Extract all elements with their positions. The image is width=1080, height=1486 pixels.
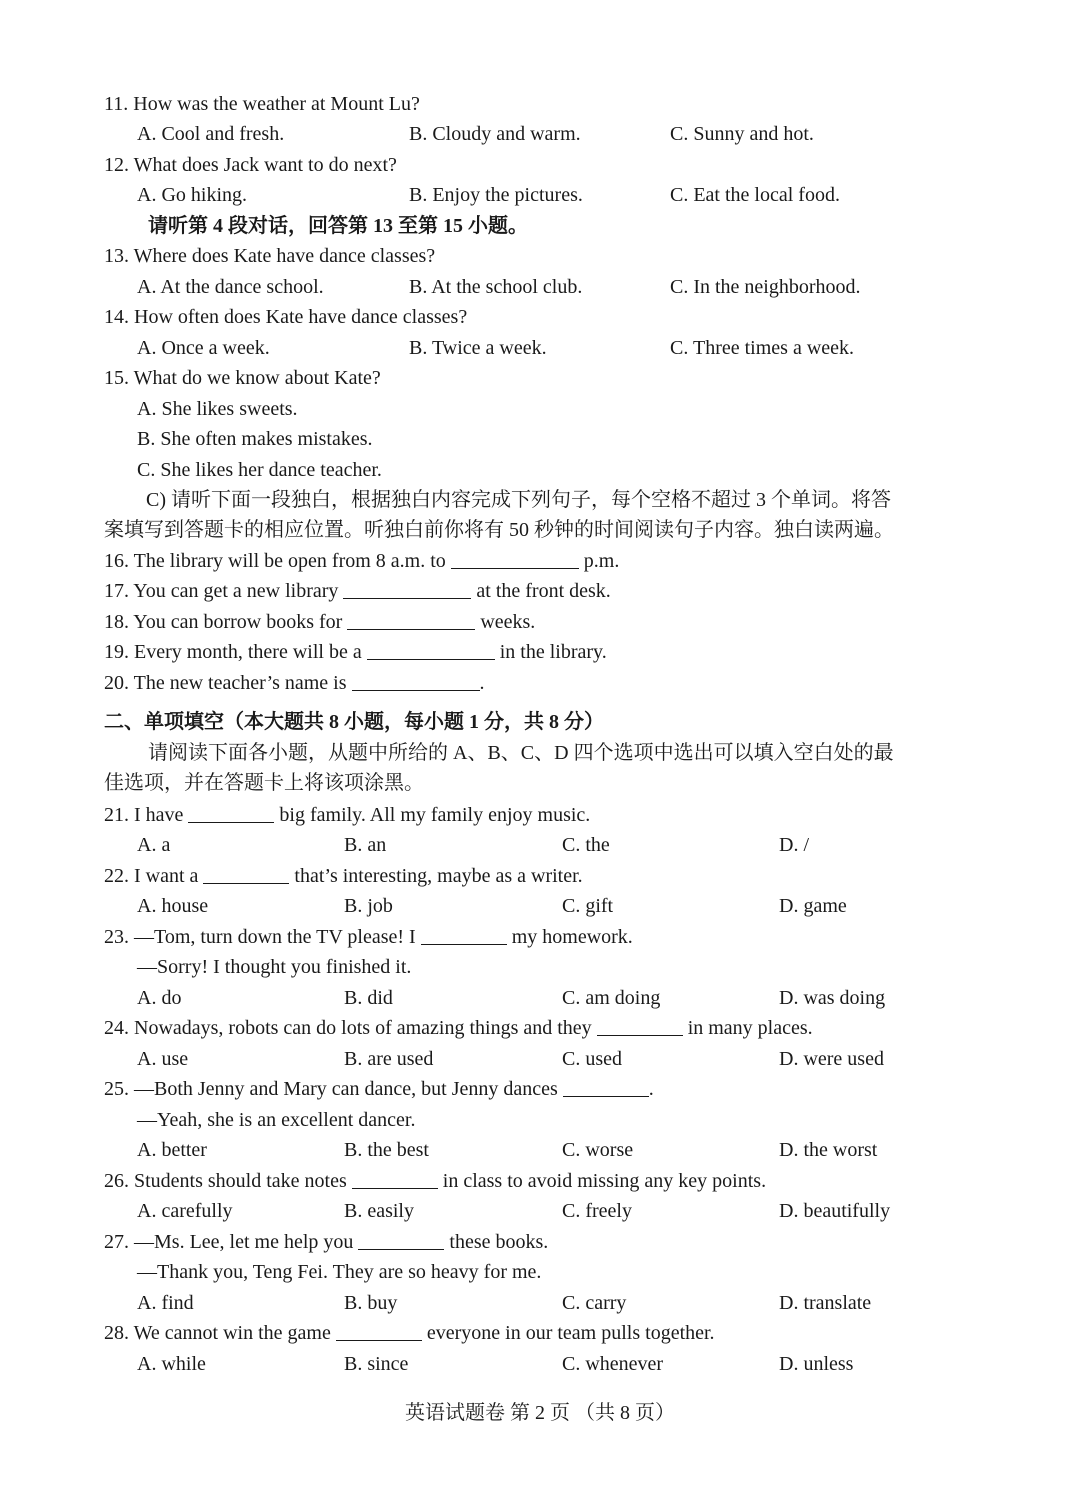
question-14-option-a: A. Once a week. (137, 337, 270, 359)
question-14-option-c: C. Three times a week. (670, 337, 855, 359)
question-11-option-b: B. Cloudy and warm. (409, 123, 581, 145)
question-23-suffix: my homework. (511, 926, 633, 948)
question-19 (104, 637, 607, 667)
question-20-text: 20. The new teacher’s name is (104, 672, 347, 694)
answer-blank (347, 609, 475, 630)
question-27-option-d: D. translate (779, 1292, 872, 1314)
question-16-suffix: p.m. (583, 550, 620, 572)
answer-blank (451, 548, 579, 569)
question-27-stem (104, 1227, 548, 1257)
question-24-option-a: A. use (137, 1048, 189, 1070)
question-25-stem (104, 1074, 654, 1104)
question-24-option-d: D. were used (779, 1048, 884, 1070)
question-25-option-c: C. worse (562, 1139, 634, 1161)
question-12-option-b: B. Enjoy the pictures. (409, 184, 583, 206)
section-2-intro-line1: 请阅读下面各小题，从题中所给的 A、B、C、D 四个选项中选出可以填入空白处的最 (148, 742, 894, 764)
question-27-text: 27. —Ms. Lee, let me help you (104, 1231, 354, 1253)
question-27-option-a: A. find (137, 1292, 194, 1314)
question-21-option-c: C. the (562, 834, 610, 856)
answer-blank (336, 1320, 422, 1341)
question-22-stem (104, 861, 583, 891)
question-17-suffix: at the front desk. (476, 580, 611, 602)
question-21-text: 21. I have (104, 804, 184, 826)
question-27-suffix: these books. (449, 1231, 549, 1253)
question-13-stem: 13. Where does Kate have dance classes? (104, 245, 436, 267)
question-22-text: 22. I want a (104, 865, 199, 887)
question-24-suffix: in many places. (687, 1017, 813, 1039)
instruction-dialogue-4: 请听第 4 段对话，回答第 13 至第 15 小题。 (148, 215, 528, 237)
question-12-option-a: A. Go hiking. (137, 184, 247, 206)
question-28-option-c: C. whenever (562, 1353, 664, 1375)
answer-blank (352, 1168, 438, 1189)
question-23-reply: —Sorry! I thought you finished it. (137, 956, 412, 978)
question-28-suffix: everyone in our team pulls together. (426, 1322, 715, 1344)
question-23-text: 23. —Tom, turn down the TV please! I (104, 926, 416, 948)
question-24-text: 24. Nowadays, robots can do lots of amazing things and they (104, 1017, 592, 1039)
question-13-option-c: C. In the neighborhood. (670, 276, 861, 298)
question-15-option-c: C. She likes her dance teacher. (137, 459, 382, 481)
question-22-suffix: that’s interesting, maybe as a writer. (294, 865, 583, 887)
question-22-option-a: A. house (137, 895, 209, 917)
question-20 (104, 668, 485, 698)
question-22-option-b: B. job (344, 895, 393, 917)
question-27-reply: —Thank you, Teng Fei. They are so heavy for me. (137, 1261, 542, 1283)
question-19-text: 19. Every month, there will be a (104, 641, 362, 663)
question-23-option-a: A. do (137, 987, 182, 1009)
question-25-text: 25. —Both Jenny and Mary can dance, but Jenny dances (104, 1078, 558, 1100)
question-14-option-b: B. Twice a week. (409, 337, 547, 359)
question-11-option-a: A. Cool and fresh. (137, 123, 285, 145)
question-27-option-b: B. buy (344, 1292, 398, 1314)
question-25-option-b: B. the best (344, 1139, 429, 1161)
question-25-reply: —Yeah, she is an excellent dancer. (137, 1109, 416, 1131)
question-18-text: 18. You can borrow books for (104, 611, 343, 633)
question-11-stem: 11. How was the weather at Mount Lu? (104, 93, 420, 115)
question-15-option-a: A. She likes sweets. (137, 398, 298, 420)
answer-blank (597, 1015, 683, 1036)
question-25-option-a: A. better (137, 1139, 207, 1161)
question-26-option-b: B. easily (344, 1200, 414, 1222)
answer-blank (203, 863, 289, 884)
section-2-intro-line2: 佳选项，并在答题卡上将该项涂黑。 (104, 772, 424, 794)
question-21-option-d: D. / (779, 834, 809, 856)
section-2-heading: 二、单项填空（本大题共 8 小题，每小题 1 分，共 8 分） (104, 711, 604, 733)
question-26-text: 26. Students should take notes (104, 1170, 347, 1192)
question-23-stem (104, 922, 633, 952)
question-21-option-a: A. a (137, 834, 171, 856)
question-21-option-b: B. an (344, 834, 387, 856)
question-28-option-b: B. since (344, 1353, 409, 1375)
question-26-stem (104, 1166, 766, 1196)
question-24-stem (104, 1013, 813, 1043)
question-13-option-a: A. At the dance school. (137, 276, 324, 298)
question-21-stem (104, 800, 590, 830)
question-28-option-d: D. unless (779, 1353, 854, 1375)
question-13-option-b: B. At the school club. (409, 276, 583, 298)
question-16 (104, 546, 619, 576)
question-26-option-c: C. freely (562, 1200, 632, 1222)
question-12-option-c: C. Eat the local food. (670, 184, 840, 206)
question-28-text: 28. We cannot win the game (104, 1322, 331, 1344)
section-c-instruction-line2: 案填写到答题卡的相应位置。听独白前你将有 50 秒钟的时间阅读句子内容。独白读两遍。 (104, 519, 894, 541)
question-18 (104, 607, 535, 637)
question-17 (104, 576, 611, 606)
page-footer: 英语试题卷 第 2 页 （共 8 页） (405, 1402, 675, 1424)
question-28-option-a: A. while (137, 1353, 206, 1375)
question-17-text: 17. You can get a new library (104, 580, 339, 602)
question-20-suffix: . (479, 672, 485, 694)
question-28-stem (104, 1318, 715, 1348)
question-26-suffix: in class to avoid missing any key points. (442, 1170, 767, 1192)
question-22-option-d: D. game (779, 895, 847, 917)
question-15-stem: 15. What do we know about Kate? (104, 367, 381, 389)
answer-blank (188, 802, 274, 823)
question-21-suffix: big family. All my family enjoy music. (279, 804, 591, 826)
question-22-option-c: C. gift (562, 895, 614, 917)
answer-blank (563, 1076, 649, 1097)
section-c-instruction-line1: C) 请听下面一段独白，根据独白内容完成下列句子，每个空格不超过 3 个单词。将答 (146, 489, 891, 511)
question-26-option-a: A. carefully (137, 1200, 233, 1222)
question-24-option-c: C. used (562, 1048, 622, 1070)
question-24-option-b: B. are used (344, 1048, 434, 1070)
question-11-option-c: C. Sunny and hot. (670, 123, 814, 145)
question-27-option-c: C. carry (562, 1292, 627, 1314)
answer-blank (352, 670, 480, 691)
answer-blank (367, 639, 495, 660)
question-19-suffix: in the library. (499, 641, 607, 663)
answer-blank (358, 1229, 444, 1250)
question-14-stem: 14. How often does Kate have dance classes? (104, 306, 468, 328)
answer-blank (343, 578, 471, 599)
question-18-suffix: weeks. (480, 611, 536, 633)
question-23-option-d: D. was doing (779, 987, 886, 1009)
question-25-option-d: D. the worst (779, 1139, 878, 1161)
question-16-text: 16. The library will be open from 8 a.m. to (104, 550, 446, 572)
answer-blank (421, 924, 507, 945)
question-25-suffix: . (648, 1078, 654, 1100)
question-12-stem: 12. What does Jack want to do next? (104, 154, 397, 176)
question-23-option-b: B. did (344, 987, 393, 1009)
question-26-option-d: D. beautifully (779, 1200, 891, 1222)
question-15-option-b: B. She often makes mistakes. (137, 428, 373, 450)
question-23-option-c: C. am doing (562, 987, 661, 1009)
